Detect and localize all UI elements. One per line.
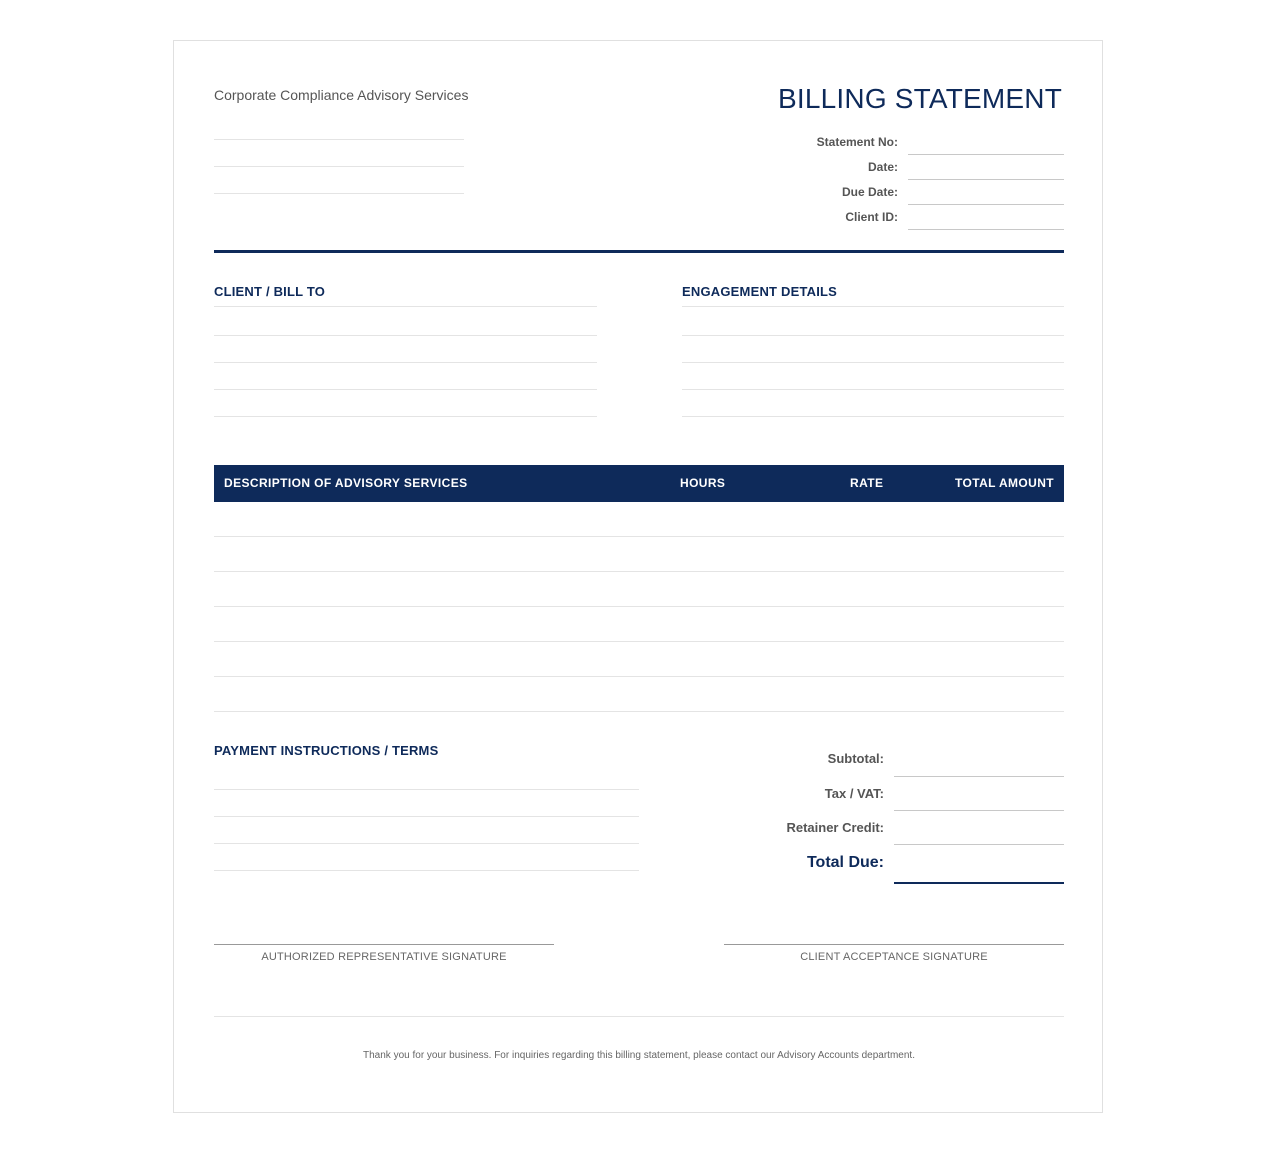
table-row[interactable]: [214, 641, 1064, 642]
total-due-field[interactable]: [894, 882, 1064, 884]
subtotal-label: Subtotal:: [827, 751, 884, 766]
engagement-field-line[interactable]: [682, 362, 1064, 363]
due-date-label: Due Date:: [841, 185, 898, 199]
payment-terms-line[interactable]: [214, 843, 639, 844]
footer-divider: [214, 1016, 1064, 1017]
payment-terms-line[interactable]: [214, 789, 639, 790]
retainer-credit-label: Retainer Credit:: [786, 820, 884, 835]
company-address-line: [214, 166, 464, 167]
date-label: Date:: [867, 160, 898, 174]
table-row[interactable]: [214, 571, 1064, 572]
column-rate: RATE: [850, 476, 884, 490]
engagement-field-line[interactable]: [682, 389, 1064, 390]
document-title: BILLING STATEMENT: [778, 83, 1062, 114]
due-date-field[interactable]: [908, 204, 1064, 205]
statement-no-label: Statement No:: [816, 135, 898, 149]
client-bill-to-heading: CLIENT / BILL TO: [214, 284, 326, 299]
engagement-field-line[interactable]: [682, 335, 1064, 336]
column-total-amount: TOTAL AMOUNT: [954, 476, 1054, 490]
payment-instructions-heading: PAYMENT INSTRUCTIONS / TERMS: [214, 743, 439, 758]
payment-terms-line[interactable]: [214, 816, 639, 817]
retainer-credit-field[interactable]: [894, 844, 1064, 845]
date-field[interactable]: [908, 179, 1064, 180]
representative-signature-label: AUTHORIZED REPRESENTATIVE SIGNATURE: [261, 951, 507, 963]
client-id-field[interactable]: [908, 229, 1064, 230]
tax-vat-field[interactable]: [894, 810, 1064, 811]
column-description: DESCRIPTION OF ADVISORY SERVICES: [224, 476, 468, 490]
company-address-line: [214, 139, 464, 140]
company-name: Corporate Compliance Advisory Services: [214, 87, 469, 103]
table-row[interactable]: [214, 536, 1064, 537]
client-field-line[interactable]: [214, 306, 597, 307]
subtotal-field[interactable]: [894, 776, 1064, 777]
table-row[interactable]: [214, 711, 1064, 712]
table-row[interactable]: [214, 606, 1064, 607]
tax-vat-label: Tax / VAT:: [824, 786, 884, 801]
client-field-line[interactable]: [214, 389, 597, 390]
payment-terms-line[interactable]: [214, 870, 639, 871]
header-divider: [214, 250, 1064, 253]
client-id-label: Client ID:: [845, 210, 898, 224]
client-signature-label: CLIENT ACCEPTANCE SIGNATURE: [800, 951, 988, 963]
billing-statement-document: [173, 40, 1103, 1113]
footer-note: Thank you for your business. For inquiries regarding this billing statement, please contact our Advisory Accounts department.: [363, 1050, 915, 1061]
services-table-header: [214, 465, 1064, 502]
engagement-field-line[interactable]: [682, 416, 1064, 417]
table-row[interactable]: [214, 676, 1064, 677]
client-field-line[interactable]: [214, 362, 597, 363]
client-signature-line[interactable]: [724, 944, 1064, 945]
company-address-line: [214, 193, 464, 194]
column-hours: HOURS: [680, 476, 726, 490]
client-field-line[interactable]: [214, 416, 597, 417]
total-due-label: Total Due:: [806, 854, 884, 871]
statement-no-field[interactable]: [908, 154, 1064, 155]
representative-signature-line[interactable]: [214, 944, 554, 945]
engagement-details-heading: ENGAGEMENT DETAILS: [682, 284, 838, 299]
client-field-line[interactable]: [214, 335, 597, 336]
engagement-field-line[interactable]: [682, 306, 1064, 307]
